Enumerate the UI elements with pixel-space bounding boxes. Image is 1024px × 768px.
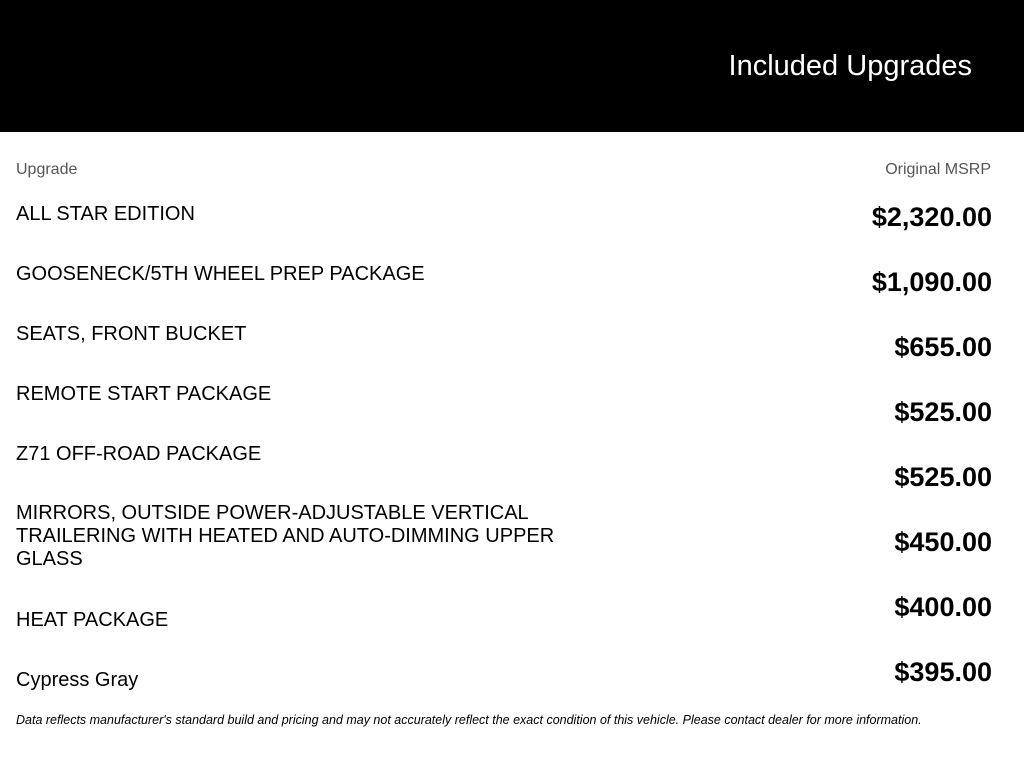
upgrade-name: GOOSENECK/5TH WHEEL PREP PACKAGE [16, 263, 425, 285]
disclaimer-text: Data reflects manufacturer's standard build and pricing and may not accurately reflect the exact condition of this vehicle. Please contact dealer for more information. [16, 713, 922, 727]
upgrade-name: MIRRORS, OUTSIDE POWER-ADJUSTABLE VERTICAL TRAILERING WITH HEATED AND AUTO-DIMMING UPPER GLASS [16, 502, 555, 570]
upgrade-price: $655.00 [894, 332, 992, 362]
upgrade-price: $395.00 [894, 657, 992, 687]
upgrade-name: ALL STAR EDITION [16, 203, 195, 225]
upgrade-name: SEATS, FRONT BUCKET [16, 323, 247, 345]
upgrade-column-header: Upgrade [16, 161, 78, 178]
upgrade-price: $1,090.00 [871, 267, 992, 297]
upgrade-name: Z71 OFF-ROAD PACKAGE [16, 443, 262, 465]
upgrade-name: HEAT PACKAGE [16, 609, 169, 631]
upgrade-name: REMOTE START PACKAGE [16, 383, 272, 405]
upgrade-price: $525.00 [894, 462, 992, 492]
upgrade-price: $2,320.00 [871, 202, 992, 232]
upgrade-price: $400.00 [894, 592, 992, 622]
upgrades-header [0, 0, 1024, 132]
upgrade-price: $525.00 [894, 397, 992, 427]
msrp-column-header: Original MSRP [885, 161, 991, 178]
upgrade-price: $450.00 [894, 527, 992, 557]
page-title: Included Upgrades [728, 50, 972, 82]
upgrade-name: Cypress Gray [16, 669, 139, 691]
